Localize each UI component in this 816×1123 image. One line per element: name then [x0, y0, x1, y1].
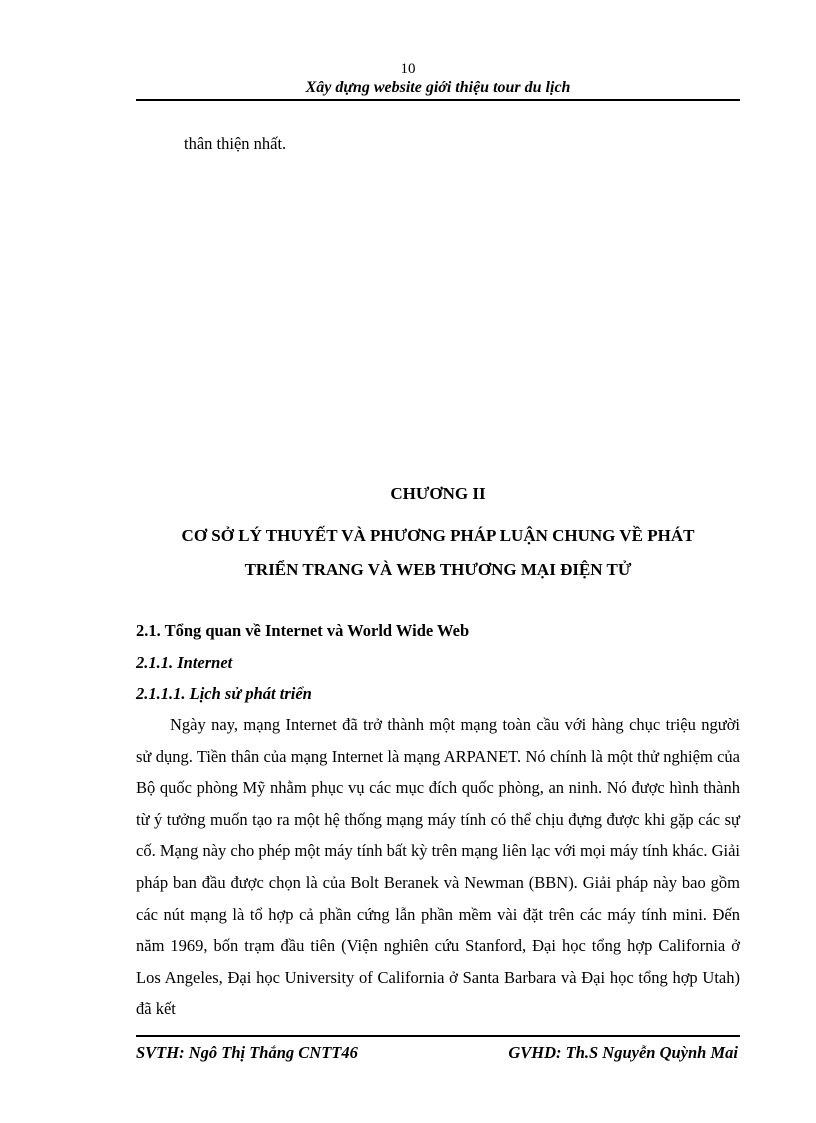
footer-divider: [136, 1035, 740, 1037]
section-heading-2-1-1: 2.1.1. Internet: [136, 653, 233, 672]
chapter-title-line-2: TRIỂN TRANG VÀ WEB THƯƠNG MẠI ĐIỆN TỬ: [244, 560, 632, 579]
footer-advisor: GVHD: Th.S Nguyễn Quỳnh Mai: [508, 1043, 738, 1062]
section-heading-2-1: 2.1. Tổng quan về Internet và World Wide Web: [136, 621, 470, 640]
section-heading-2-1-1-1: 2.1.1.1. Lịch sử phát triển: [136, 684, 312, 703]
continuation-text: thân thiện nhất.: [184, 134, 287, 153]
body-paragraph: Ngày nay, mạng Internet đã trở thành một mạng toàn cầu với hàng chục triệu người sử dụng. Tiền thân của mạng Internet là mạng ARPANET. Nó chính là một thử nghiệm của Bộ quốc phòng Mỹ nhằm phục vụ các mục đích quốc phòng, an ninh. Nó được hình thành từ ý tưởng muốn tạo ra một hệ thống mạng máy tính có thể chịu đựng được khi gặp các sự cố. Mạng này cho phép một máy tính bất kỳ trên mạng liên lạc với mọi máy tính khác. Giải pháp ban đầu được chọn là của Bolt Beranek và Newman (BBN). Giải pháp này bao gồm các nút mạng là tổ hợp cả phần cứng lẫn phần mềm vài đặt trên các máy tính mini. Đến năm 1969, bốn trạm đầu tiên (Viện nghiên cứu Stanford, Đại học tổng hợp California ở Los Angeles, Đại học University of California ở Santa Barbara và Đại học tổng hợp Utah) đã kết: [136, 715, 740, 1019]
footer-student: SVTH: Ngô Thị Thắng CNTT46: [136, 1043, 358, 1062]
chapter-title-line-1: CƠ SỞ LÝ THUYẾT VÀ PHƯƠNG PHÁP LUẬN CHUNG VỀ PHÁT: [181, 526, 695, 545]
header-divider: [136, 99, 740, 101]
running-header-title: Xây dựng website giới thiệu tour du lịch: [305, 79, 571, 96]
chapter-label: CHƯƠNG II: [390, 484, 486, 503]
page-number: 10: [400, 61, 416, 77]
